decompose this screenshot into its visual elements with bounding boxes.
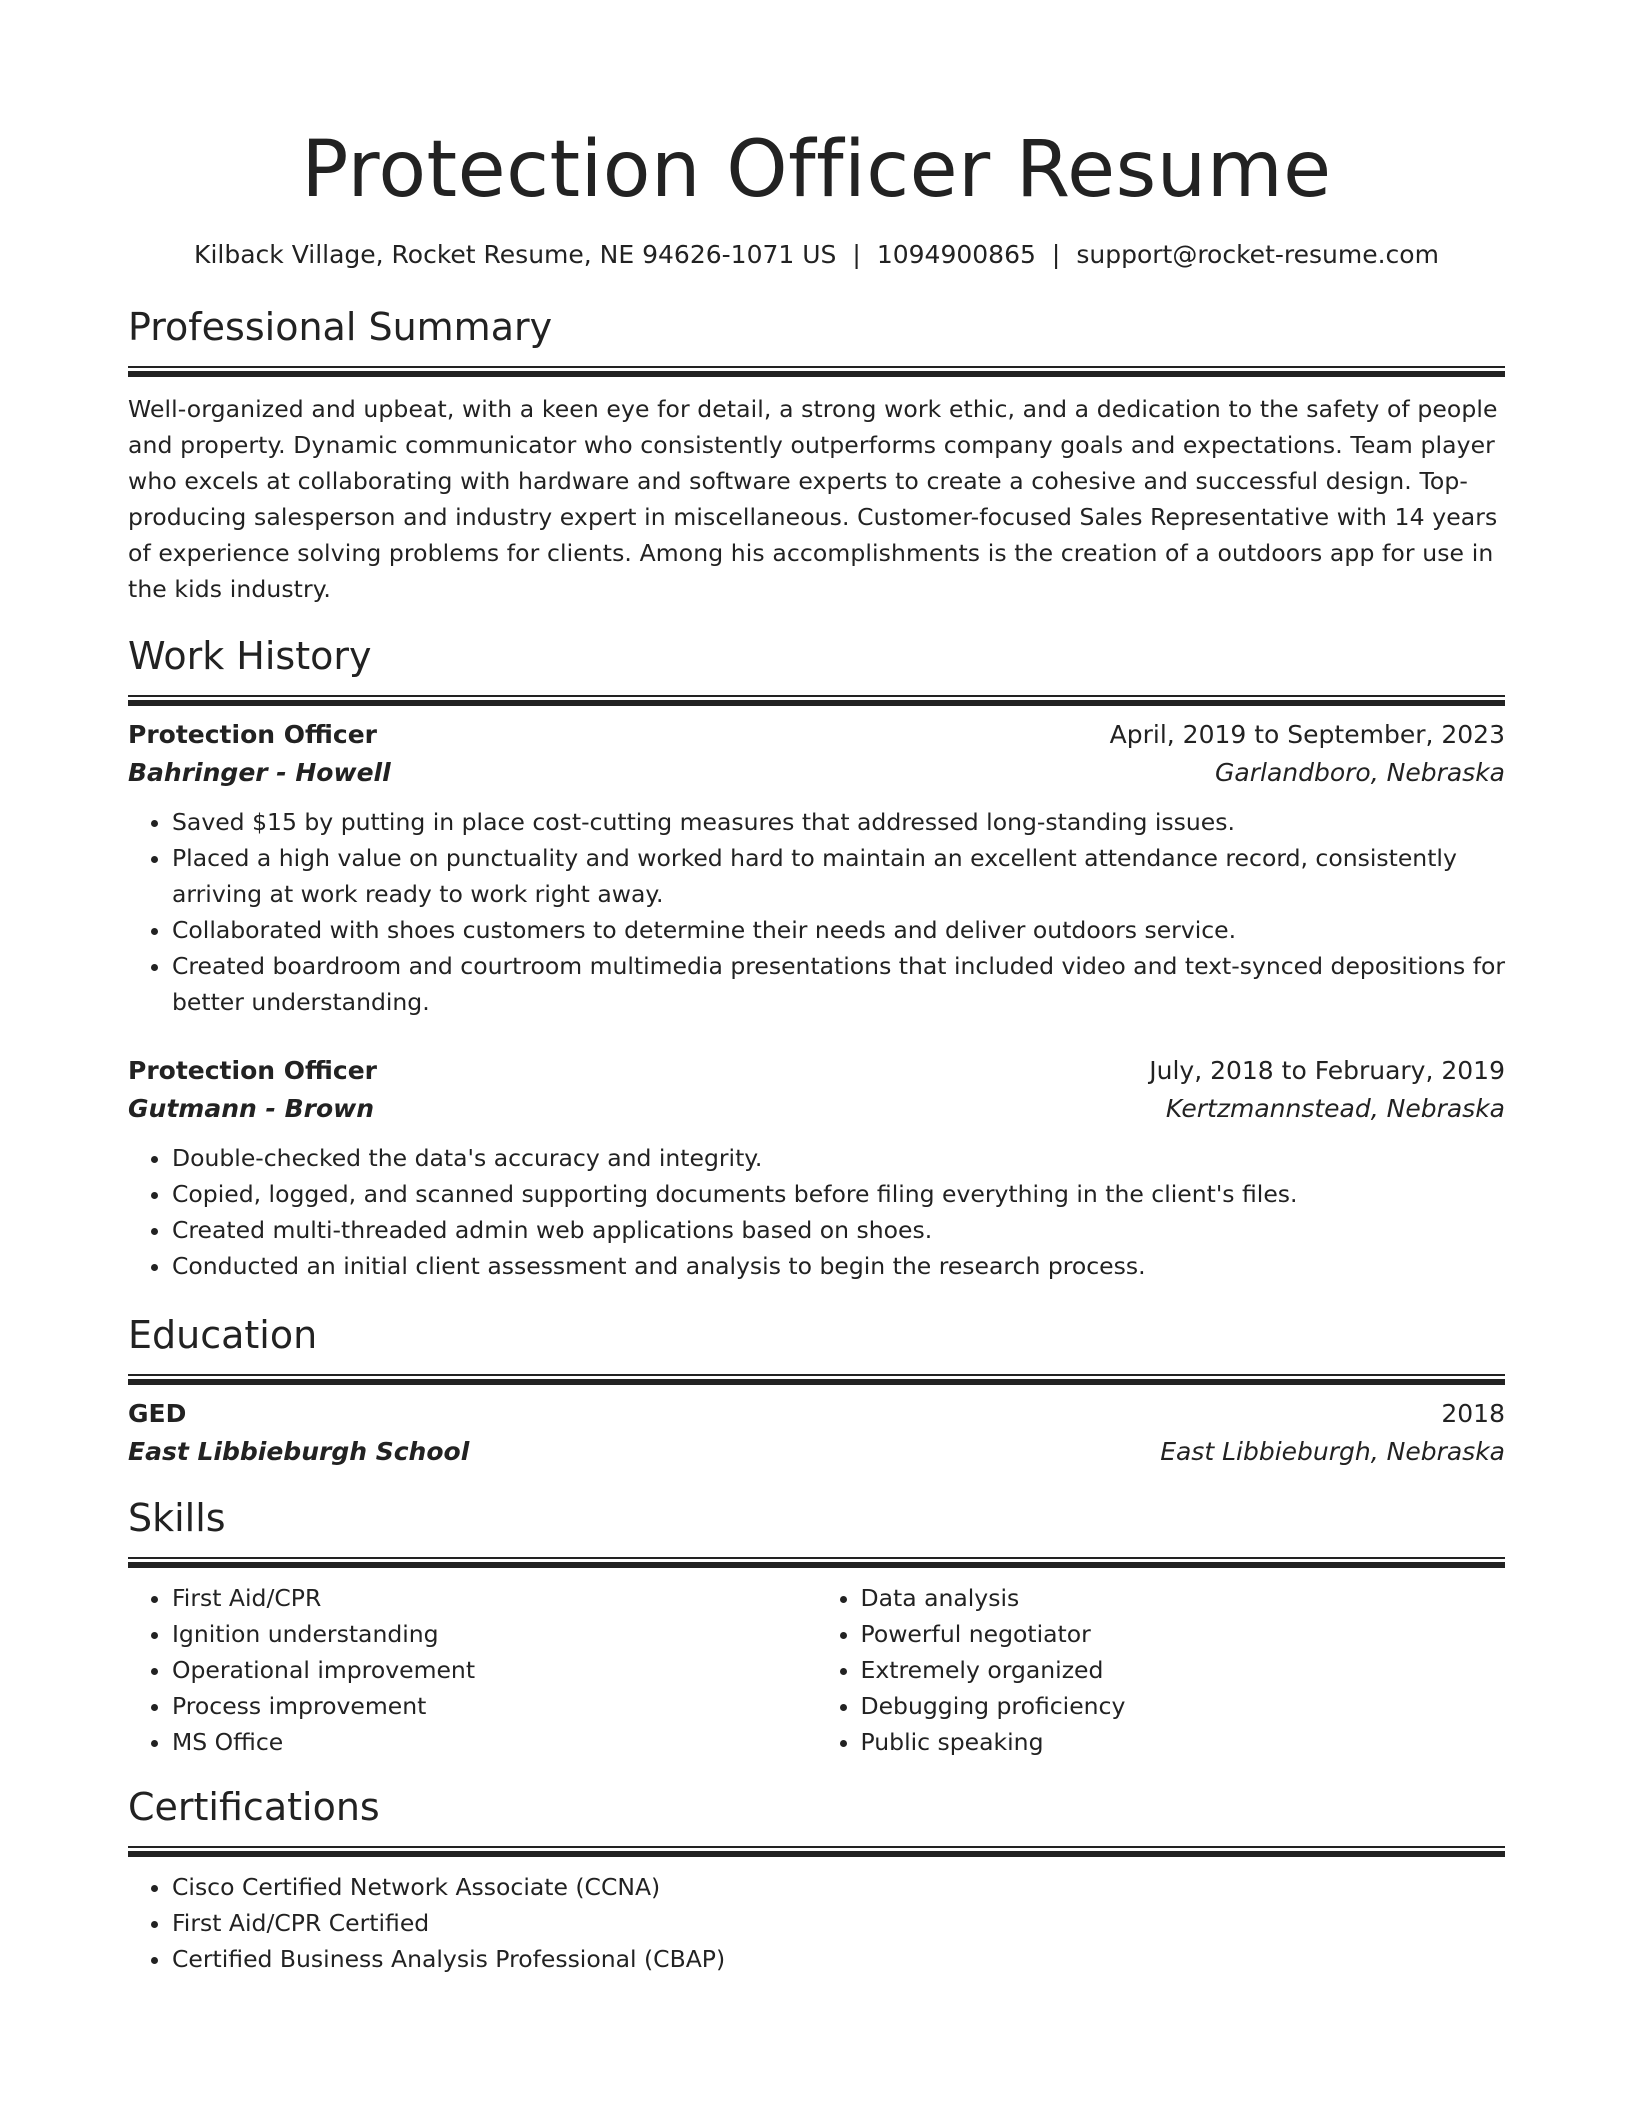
certifications-heading: Certifications <box>128 1785 380 1829</box>
list-item: • Created boardroom and courtroom multimedia presentations that included video and text-synced depositions for better understanding. <box>172 948 1505 1020</box>
list-item: • Powerful negotiator <box>861 1616 1506 1652</box>
section-divider <box>128 1846 1505 1857</box>
education-heading: Education <box>128 1313 318 1357</box>
job-location: Kertzmannstead, Nebraska <box>1165 1094 1505 1123</box>
list-item: • Created multi-threaded admin web applications based on shoes. <box>172 1212 1505 1248</box>
resume-title: Protection Officer Resume <box>301 125 1332 215</box>
job-entry <box>128 1052 1505 1284</box>
list-item: • Process improvement <box>172 1688 817 1724</box>
list-item: • Cisco Certified Network Associate (CCNA) <box>172 1869 1505 1905</box>
list-item: • Placed a high value on punctuality and worked hard to maintain an excellent attendance record, consistently arriving at work ready to work right away. <box>172 840 1505 912</box>
contact-address: Kilback Village, Rocket Resume, NE 94626-1071 US <box>194 240 837 269</box>
list-item: • First Aid/CPR <box>172 1580 817 1616</box>
job-dates: July, 2018 to February, 2019 <box>1149 1056 1505 1085</box>
list-item: • Debugging proficiency <box>861 1688 1506 1724</box>
list-item: • Saved $15 by putting in place cost-cutting measures that addressed long-standing issues. <box>172 804 1505 840</box>
job-company: Bahringer - Howell <box>128 758 391 787</box>
skills-grid <box>128 1580 1505 1760</box>
list-item: • Public speaking <box>861 1724 1506 1760</box>
contact-email: support@rocket-resume.com <box>1076 240 1439 269</box>
list-item: • Data analysis <box>861 1580 1506 1616</box>
skills-column-left <box>128 1580 817 1760</box>
skills-section <box>128 1493 1505 1760</box>
education-location: East Libbieburgh, Nebraska <box>1160 1437 1505 1466</box>
list-item: • Copied, logged, and scanned supporting documents before filing everything in the client's files. <box>172 1176 1505 1212</box>
job-title: Protection Officer <box>128 1056 377 1085</box>
education-year: 2018 <box>1441 1399 1505 1428</box>
skills-column-right <box>817 1580 1506 1760</box>
list-item: • Collaborated with shoes customers to determine their needs and deliver outdoors service. <box>172 912 1505 948</box>
education-degree: GED <box>128 1399 187 1428</box>
education-section <box>128 1310 1505 1471</box>
list-item: • Extremely organized <box>861 1652 1506 1688</box>
section-divider <box>128 1374 1505 1385</box>
summary-heading: Professional Summary <box>128 305 553 349</box>
certifications-list <box>128 1869 1505 1977</box>
section-divider <box>128 695 1505 706</box>
list-item: • Certified Business Analysis Professional (CBAP) <box>172 1941 1505 1977</box>
work-history-heading: Work History <box>128 634 372 678</box>
certifications-section <box>128 1782 1505 1977</box>
job-entry <box>128 716 1505 1020</box>
list-item: • Conducted an initial client assessment and analysis to begin the research process. <box>172 1248 1505 1284</box>
contact-separator: | <box>1051 240 1061 269</box>
contact-separator: | <box>852 240 861 269</box>
summary-text: Well-organized and upbeat, with a keen eye for detail, a strong work ethic, and a dedication to the safety of people and property. Dynamic communicator who consistently outperforms company goals and expectations. Team player who excels at collaborating with hardware and software experts to create a cohesive and successful design. Top-producing salesperson and industry expert in miscellaneous. Customer-focused Sales Representative with 14 years of experience solving problems for clients. Among his accomplishments is the creation of a outdoors app for use in the kids industry. <box>128 395 1498 603</box>
job-bullets <box>128 804 1505 1020</box>
section-divider <box>128 366 1505 377</box>
summary-section <box>128 302 1505 607</box>
contact-phone: 1094900865 <box>876 240 1036 269</box>
list-item: • Operational improvement <box>172 1652 817 1688</box>
job-dates: April, 2019 to September, 2023 <box>1109 720 1505 749</box>
education-school: East Libbieburgh School <box>128 1437 470 1466</box>
job-company: Gutmann - Brown <box>128 1094 375 1123</box>
work-history-section <box>128 631 1505 1284</box>
list-item: • MS Office <box>172 1724 817 1760</box>
contact-line <box>128 238 1505 272</box>
list-item: • First Aid/CPR Certified <box>172 1905 1505 1941</box>
skills-heading: Skills <box>128 1496 226 1540</box>
job-title: Protection Officer <box>128 720 377 749</box>
education-entry <box>128 1395 1505 1471</box>
job-bullets <box>128 1140 1505 1284</box>
job-location: Garlandboro, Nebraska <box>1215 758 1505 787</box>
section-divider <box>128 1557 1505 1568</box>
list-item: • Double-checked the data's accuracy and integrity. <box>172 1140 1505 1176</box>
list-item: • Ignition understanding <box>172 1616 817 1652</box>
